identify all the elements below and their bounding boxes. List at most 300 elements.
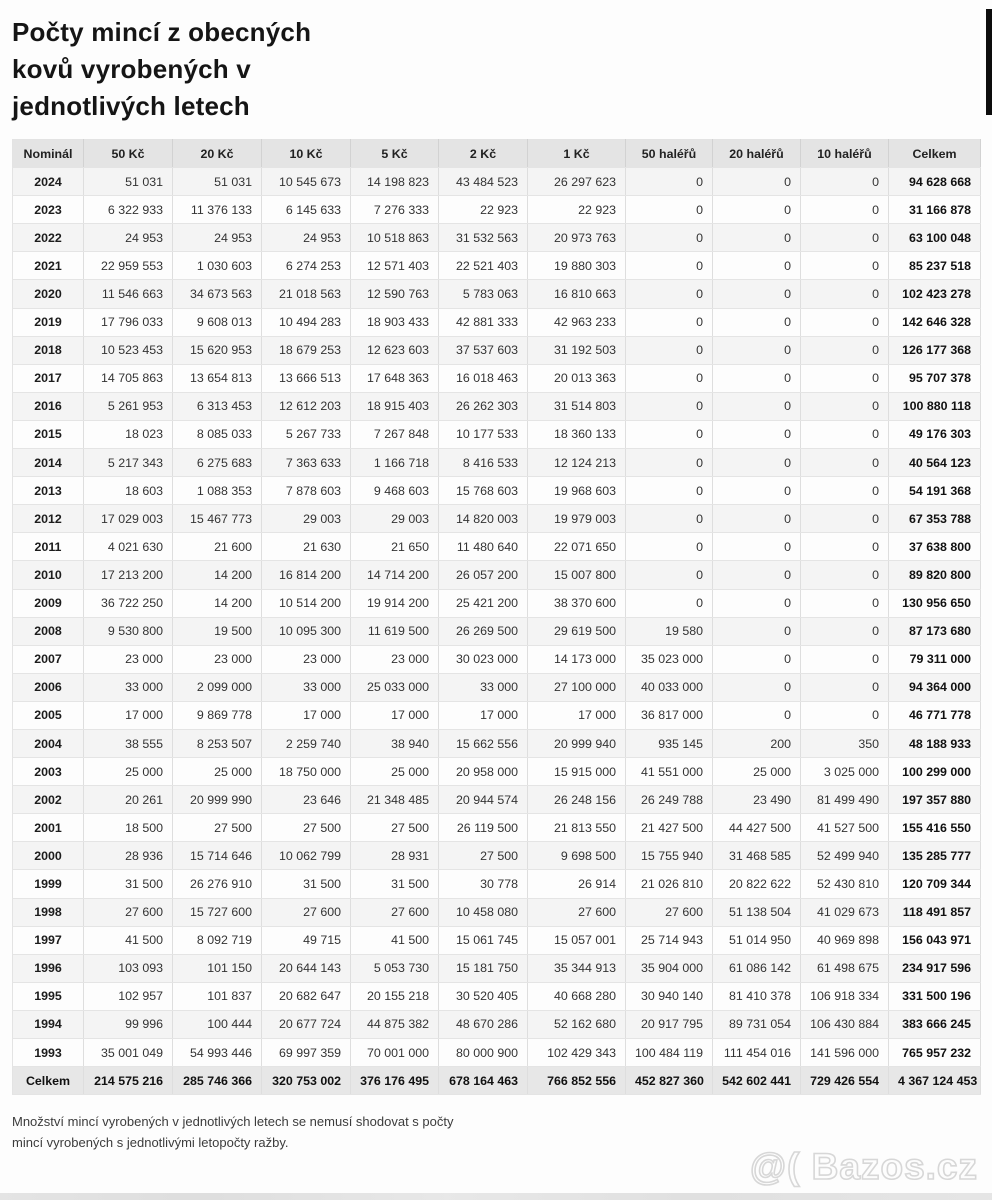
year-cell: 2015 xyxy=(13,420,84,448)
value-cell: 0 xyxy=(713,617,801,645)
value-cell: 5 217 343 xyxy=(84,449,173,477)
row-total-cell: 126 177 368 xyxy=(889,336,981,364)
value-cell: 33 000 xyxy=(84,673,173,701)
value-cell: 15 768 603 xyxy=(439,477,528,505)
value-cell: 52 499 940 xyxy=(801,842,889,870)
value-cell: 28 936 xyxy=(84,842,173,870)
value-cell: 1 088 353 xyxy=(173,477,262,505)
value-cell: 17 000 xyxy=(84,701,173,729)
table-row xyxy=(13,1039,981,1067)
value-cell: 25 000 xyxy=(713,758,801,786)
value-cell: 0 xyxy=(801,617,889,645)
value-cell: 0 xyxy=(713,392,801,420)
value-cell: 36 722 250 xyxy=(84,589,173,617)
value-cell: 11 376 133 xyxy=(173,196,262,224)
value-cell: 41 500 xyxy=(351,926,439,954)
value-cell: 5 783 063 xyxy=(439,280,528,308)
row-total-cell: 87 173 680 xyxy=(889,617,981,645)
value-cell: 21 813 550 xyxy=(528,814,626,842)
value-cell: 27 600 xyxy=(262,898,351,926)
value-cell: 0 xyxy=(626,280,713,308)
table-row xyxy=(13,926,981,954)
value-cell: 0 xyxy=(713,561,801,589)
value-cell: 0 xyxy=(626,224,713,252)
row-total-cell: 79 311 000 xyxy=(889,645,981,673)
value-cell: 27 600 xyxy=(528,898,626,926)
value-cell: 25 421 200 xyxy=(439,589,528,617)
value-cell: 31 192 503 xyxy=(528,336,626,364)
value-cell: 200 xyxy=(713,729,801,757)
row-total-cell: 197 357 880 xyxy=(889,786,981,814)
value-cell: 16 018 463 xyxy=(439,364,528,392)
value-cell: 14 820 003 xyxy=(439,505,528,533)
row-total-cell: 85 237 518 xyxy=(889,252,981,280)
year-cell: 2004 xyxy=(13,729,84,757)
value-cell: 70 001 000 xyxy=(351,1039,439,1067)
value-cell: 20 682 647 xyxy=(262,982,351,1010)
value-cell: 19 968 603 xyxy=(528,477,626,505)
value-cell: 542 602 441 xyxy=(713,1067,801,1095)
value-cell: 25 000 xyxy=(84,758,173,786)
value-cell: 40 033 000 xyxy=(626,673,713,701)
header-cell: 50 haléřů xyxy=(626,140,713,168)
year-cell: 2000 xyxy=(13,842,84,870)
header-cell: Celkem xyxy=(889,140,981,168)
value-cell: 0 xyxy=(713,701,801,729)
value-cell: 61 498 675 xyxy=(801,954,889,982)
row-total-cell: 130 956 650 xyxy=(889,589,981,617)
value-cell: 5 261 953 xyxy=(84,392,173,420)
value-cell: 10 518 863 xyxy=(351,224,439,252)
value-cell: 3 025 000 xyxy=(801,758,889,786)
value-cell: 15 755 940 xyxy=(626,842,713,870)
value-cell: 214 575 216 xyxy=(84,1067,173,1095)
value-cell: 102 429 343 xyxy=(528,1039,626,1067)
year-cell: 2017 xyxy=(13,364,84,392)
right-edge-black-bar xyxy=(986,9,992,115)
value-cell: 15 662 556 xyxy=(439,729,528,757)
value-cell: 0 xyxy=(626,477,713,505)
header-cell: 10 haléřů xyxy=(801,140,889,168)
coin-table xyxy=(12,139,981,1095)
row-total-cell: 94 628 668 xyxy=(889,168,981,196)
table-row xyxy=(13,449,981,477)
value-cell: 17 000 xyxy=(439,701,528,729)
value-cell: 52 162 680 xyxy=(528,1010,626,1038)
value-cell: 20 999 990 xyxy=(173,786,262,814)
value-cell: 31 468 585 xyxy=(713,842,801,870)
year-cell: 1996 xyxy=(13,954,84,982)
value-cell: 350 xyxy=(801,729,889,757)
value-cell: 0 xyxy=(801,196,889,224)
value-cell: 12 590 763 xyxy=(351,280,439,308)
value-cell: 23 000 xyxy=(351,645,439,673)
value-cell: 51 031 xyxy=(84,168,173,196)
table-row xyxy=(13,505,981,533)
value-cell: 20 973 763 xyxy=(528,224,626,252)
value-cell: 22 521 403 xyxy=(439,252,528,280)
value-cell: 37 537 603 xyxy=(439,336,528,364)
value-cell: 24 953 xyxy=(84,224,173,252)
value-cell: 33 000 xyxy=(439,673,528,701)
row-total-cell: 54 191 368 xyxy=(889,477,981,505)
year-cell: 2012 xyxy=(13,505,84,533)
row-total-cell: 31 166 878 xyxy=(889,196,981,224)
value-cell: 27 500 xyxy=(262,814,351,842)
table-row xyxy=(13,224,981,252)
value-cell: 41 551 000 xyxy=(626,758,713,786)
row-total-cell: 4 367 124 453 xyxy=(889,1067,981,1095)
row-total-cell: 95 707 378 xyxy=(889,364,981,392)
value-cell: 26 276 910 xyxy=(173,870,262,898)
value-cell: 11 619 500 xyxy=(351,617,439,645)
value-cell: 27 500 xyxy=(439,842,528,870)
value-cell: 26 297 623 xyxy=(528,168,626,196)
value-cell: 22 923 xyxy=(528,196,626,224)
year-cell: 2020 xyxy=(13,280,84,308)
value-cell: 12 612 203 xyxy=(262,392,351,420)
page-title: Počty mincí z obecných kovů vyrobených v jednotlivých letech xyxy=(12,17,312,121)
table-row xyxy=(13,336,981,364)
row-total-cell: 40 564 123 xyxy=(889,449,981,477)
value-cell: 0 xyxy=(626,168,713,196)
value-cell: 24 953 xyxy=(173,224,262,252)
value-cell: 27 500 xyxy=(173,814,262,842)
value-cell: 0 xyxy=(713,420,801,448)
row-total-cell: 94 364 000 xyxy=(889,673,981,701)
value-cell: 100 444 xyxy=(173,1010,262,1038)
value-cell: 15 467 773 xyxy=(173,505,262,533)
value-cell: 452 827 360 xyxy=(626,1067,713,1095)
value-cell: 0 xyxy=(801,252,889,280)
value-cell: 89 731 054 xyxy=(713,1010,801,1038)
table-row xyxy=(13,364,981,392)
year-cell: 2013 xyxy=(13,477,84,505)
header-cell: 20 haléřů xyxy=(713,140,801,168)
value-cell: 26 914 xyxy=(528,870,626,898)
value-cell: 25 000 xyxy=(173,758,262,786)
value-cell: 2 259 740 xyxy=(262,729,351,757)
value-cell: 27 600 xyxy=(626,898,713,926)
value-cell: 31 500 xyxy=(84,870,173,898)
value-cell: 51 014 950 xyxy=(713,926,801,954)
value-cell: 29 003 xyxy=(262,505,351,533)
value-cell: 23 000 xyxy=(262,645,351,673)
value-cell: 31 514 803 xyxy=(528,392,626,420)
value-cell: 36 817 000 xyxy=(626,701,713,729)
table-row xyxy=(13,954,981,982)
value-cell: 7 276 333 xyxy=(351,196,439,224)
value-cell: 14 200 xyxy=(173,561,262,589)
value-cell: 26 248 156 xyxy=(528,786,626,814)
value-cell: 8 092 719 xyxy=(173,926,262,954)
value-cell: 1 030 603 xyxy=(173,252,262,280)
value-cell: 81 499 490 xyxy=(801,786,889,814)
table-row xyxy=(13,673,981,701)
value-cell: 27 500 xyxy=(351,814,439,842)
value-cell: 14 200 xyxy=(173,589,262,617)
value-cell: 0 xyxy=(626,392,713,420)
row-total-cell: 383 666 245 xyxy=(889,1010,981,1038)
value-cell: 0 xyxy=(713,477,801,505)
value-cell: 9 530 800 xyxy=(84,617,173,645)
table-row xyxy=(13,870,981,898)
header-cell: 1 Kč xyxy=(528,140,626,168)
table-body xyxy=(13,168,981,1095)
value-cell: 111 454 016 xyxy=(713,1039,801,1067)
table-row xyxy=(13,308,981,336)
value-cell: 13 666 513 xyxy=(262,364,351,392)
value-cell: 23 646 xyxy=(262,786,351,814)
row-total-cell: 63 100 048 xyxy=(889,224,981,252)
value-cell: 17 000 xyxy=(528,701,626,729)
value-cell: 0 xyxy=(713,673,801,701)
value-cell: 27 600 xyxy=(351,898,439,926)
value-cell: 18 903 433 xyxy=(351,308,439,336)
value-cell: 48 670 286 xyxy=(439,1010,528,1038)
value-cell: 28 931 xyxy=(351,842,439,870)
value-cell: 20 917 795 xyxy=(626,1010,713,1038)
value-cell: 10 494 283 xyxy=(262,308,351,336)
table-row xyxy=(13,392,981,420)
value-cell: 22 959 553 xyxy=(84,252,173,280)
value-cell: 19 580 xyxy=(626,617,713,645)
year-cell: 1998 xyxy=(13,898,84,926)
value-cell: 21 348 485 xyxy=(351,786,439,814)
value-cell: 21 600 xyxy=(173,533,262,561)
value-cell: 29 003 xyxy=(351,505,439,533)
value-cell: 766 852 556 xyxy=(528,1067,626,1095)
year-cell: 1995 xyxy=(13,982,84,1010)
value-cell: 0 xyxy=(713,336,801,364)
table-row xyxy=(13,842,981,870)
value-cell: 18 915 403 xyxy=(351,392,439,420)
value-cell: 101 150 xyxy=(173,954,262,982)
value-cell: 81 410 378 xyxy=(713,982,801,1010)
value-cell: 18 500 xyxy=(84,814,173,842)
value-cell: 0 xyxy=(713,252,801,280)
value-cell: 27 100 000 xyxy=(528,673,626,701)
value-cell: 15 714 646 xyxy=(173,842,262,870)
row-total-cell: 49 176 303 xyxy=(889,420,981,448)
value-cell: 20 677 724 xyxy=(262,1010,351,1038)
value-cell: 0 xyxy=(713,589,801,617)
table-row xyxy=(13,533,981,561)
value-cell: 15 181 750 xyxy=(439,954,528,982)
row-total-cell: 102 423 278 xyxy=(889,280,981,308)
header-cell: 10 Kč xyxy=(262,140,351,168)
value-cell: 6 275 683 xyxy=(173,449,262,477)
value-cell: 34 673 563 xyxy=(173,280,262,308)
row-total-cell: 120 709 344 xyxy=(889,870,981,898)
value-cell: 25 000 xyxy=(351,758,439,786)
value-cell: 0 xyxy=(801,477,889,505)
year-cell: 2009 xyxy=(13,589,84,617)
value-cell: 0 xyxy=(713,168,801,196)
value-cell: 21 650 xyxy=(351,533,439,561)
year-cell: 2022 xyxy=(13,224,84,252)
value-cell: 24 953 xyxy=(262,224,351,252)
value-cell: 44 427 500 xyxy=(713,814,801,842)
value-cell: 320 753 002 xyxy=(262,1067,351,1095)
table-row xyxy=(13,814,981,842)
table-row xyxy=(13,758,981,786)
year-cell: 2003 xyxy=(13,758,84,786)
value-cell: 0 xyxy=(801,392,889,420)
row-total-cell: 46 771 778 xyxy=(889,701,981,729)
value-cell: 0 xyxy=(713,645,801,673)
value-cell: 21 026 810 xyxy=(626,870,713,898)
value-cell: 0 xyxy=(713,308,801,336)
value-cell: 43 484 523 xyxy=(439,168,528,196)
value-cell: 18 603 xyxy=(84,477,173,505)
value-cell: 41 029 673 xyxy=(801,898,889,926)
year-cell: 2001 xyxy=(13,814,84,842)
value-cell: 33 000 xyxy=(262,673,351,701)
value-cell: 42 963 233 xyxy=(528,308,626,336)
year-cell: 2005 xyxy=(13,701,84,729)
table-row xyxy=(13,645,981,673)
value-cell: 38 370 600 xyxy=(528,589,626,617)
year-cell: 2021 xyxy=(13,252,84,280)
value-cell: 103 093 xyxy=(84,954,173,982)
value-cell: 0 xyxy=(626,196,713,224)
value-cell: 10 458 080 xyxy=(439,898,528,926)
value-cell: 0 xyxy=(626,561,713,589)
value-cell: 21 427 500 xyxy=(626,814,713,842)
year-cell: 2019 xyxy=(13,308,84,336)
table-row xyxy=(13,617,981,645)
value-cell: 13 654 813 xyxy=(173,364,262,392)
value-cell: 26 057 200 xyxy=(439,561,528,589)
value-cell: 10 095 300 xyxy=(262,617,351,645)
value-cell: 12 623 603 xyxy=(351,336,439,364)
year-cell: 2010 xyxy=(13,561,84,589)
value-cell: 15 620 953 xyxy=(173,336,262,364)
value-cell: 6 145 633 xyxy=(262,196,351,224)
value-cell: 0 xyxy=(801,336,889,364)
value-cell: 0 xyxy=(801,420,889,448)
year-cell: 2014 xyxy=(13,449,84,477)
total-row xyxy=(13,1067,981,1095)
value-cell: 0 xyxy=(713,224,801,252)
value-cell: 42 881 333 xyxy=(439,308,528,336)
row-total-cell: 135 285 777 xyxy=(889,842,981,870)
value-cell: 9 608 013 xyxy=(173,308,262,336)
value-cell: 17 029 003 xyxy=(84,505,173,533)
value-cell: 23 490 xyxy=(713,786,801,814)
value-cell: 26 262 303 xyxy=(439,392,528,420)
year-cell: 1994 xyxy=(13,1010,84,1038)
value-cell: 21 630 xyxy=(262,533,351,561)
value-cell: 285 746 366 xyxy=(173,1067,262,1095)
table-row xyxy=(13,252,981,280)
value-cell: 19 979 003 xyxy=(528,505,626,533)
value-cell: 20 944 574 xyxy=(439,786,528,814)
year-cell: 1997 xyxy=(13,926,84,954)
value-cell: 2 099 000 xyxy=(173,673,262,701)
value-cell: 51 138 504 xyxy=(713,898,801,926)
value-cell: 14 173 000 xyxy=(528,645,626,673)
value-cell: 17 213 200 xyxy=(84,561,173,589)
value-cell: 19 880 303 xyxy=(528,252,626,280)
value-cell: 9 468 603 xyxy=(351,477,439,505)
row-total-cell: 142 646 328 xyxy=(889,308,981,336)
value-cell: 0 xyxy=(626,308,713,336)
value-cell: 25 033 000 xyxy=(351,673,439,701)
table-row xyxy=(13,168,981,196)
year-cell: 2023 xyxy=(13,196,84,224)
value-cell: 21 018 563 xyxy=(262,280,351,308)
value-cell: 20 822 622 xyxy=(713,870,801,898)
value-cell: 106 430 884 xyxy=(801,1010,889,1038)
value-cell: 11 546 663 xyxy=(84,280,173,308)
row-total-cell: 234 917 596 xyxy=(889,954,981,982)
value-cell: 935 145 xyxy=(626,729,713,757)
table-row xyxy=(13,898,981,926)
year-cell: 2016 xyxy=(13,392,84,420)
value-cell: 6 322 933 xyxy=(84,196,173,224)
value-cell: 0 xyxy=(713,533,801,561)
value-cell: 100 484 119 xyxy=(626,1039,713,1067)
value-cell: 18 360 133 xyxy=(528,420,626,448)
value-cell: 6 313 453 xyxy=(173,392,262,420)
table-row xyxy=(13,1010,981,1038)
row-total-cell: 67 353 788 xyxy=(889,505,981,533)
value-cell: 9 698 500 xyxy=(528,842,626,870)
value-cell: 376 176 495 xyxy=(351,1067,439,1095)
value-cell: 16 810 663 xyxy=(528,280,626,308)
value-cell: 30 023 000 xyxy=(439,645,528,673)
year-cell: 2008 xyxy=(13,617,84,645)
value-cell: 8 253 507 xyxy=(173,729,262,757)
value-cell: 31 532 563 xyxy=(439,224,528,252)
value-cell: 0 xyxy=(801,449,889,477)
value-cell: 0 xyxy=(801,589,889,617)
footnote: Množství mincí vyrobených v jednotlivých letech se nemusí shodovat s počty mincí vyrobených s jednotlivými letopočty ražby. xyxy=(12,1114,454,1151)
value-cell: 17 796 033 xyxy=(84,308,173,336)
value-cell: 7 363 633 xyxy=(262,449,351,477)
value-cell: 23 000 xyxy=(84,645,173,673)
value-cell: 15 915 000 xyxy=(528,758,626,786)
table-row xyxy=(13,589,981,617)
value-cell: 27 600 xyxy=(84,898,173,926)
value-cell: 31 500 xyxy=(262,870,351,898)
value-cell: 54 993 446 xyxy=(173,1039,262,1067)
row-total-cell: 155 416 550 xyxy=(889,814,981,842)
value-cell: 678 164 463 xyxy=(439,1067,528,1095)
bazos-watermark: @( Bazos.cz xyxy=(749,1146,978,1187)
value-cell: 38 940 xyxy=(351,729,439,757)
row-total-cell: 156 043 971 xyxy=(889,926,981,954)
table-row xyxy=(13,729,981,757)
header-cell: Nominál xyxy=(13,140,84,168)
value-cell: 17 000 xyxy=(351,701,439,729)
value-cell: 0 xyxy=(626,252,713,280)
value-cell: 0 xyxy=(713,196,801,224)
value-cell: 0 xyxy=(801,308,889,336)
table-header xyxy=(13,140,981,168)
value-cell: 8 085 033 xyxy=(173,420,262,448)
value-cell: 0 xyxy=(713,449,801,477)
value-cell: 101 837 xyxy=(173,982,262,1010)
value-cell: 23 000 xyxy=(173,645,262,673)
value-cell: 1 166 718 xyxy=(351,449,439,477)
value-cell: 0 xyxy=(801,701,889,729)
header-cell: 20 Kč xyxy=(173,140,262,168)
value-cell: 0 xyxy=(713,364,801,392)
value-cell: 51 031 xyxy=(173,168,262,196)
